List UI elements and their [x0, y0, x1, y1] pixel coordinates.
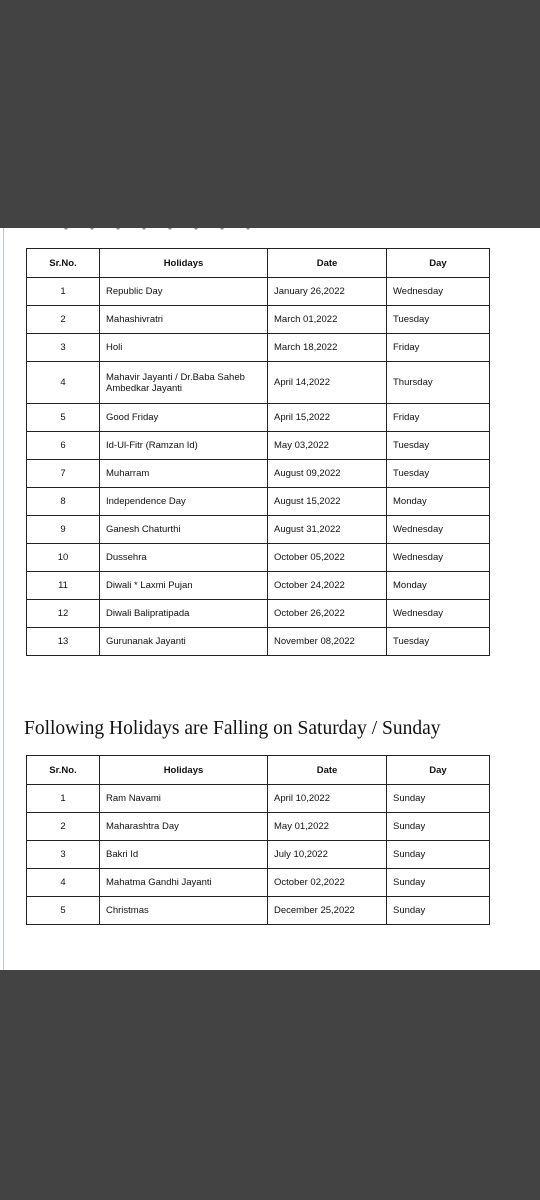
cell-sr-no: 5 — [27, 404, 100, 432]
header-date: Date — [268, 249, 387, 278]
cell-sr-no: 12 — [27, 600, 100, 628]
cell-day: Friday — [387, 334, 490, 362]
cell-date: November 08,2022 — [268, 628, 387, 656]
table-row — [27, 404, 490, 432]
cell-sr-no: 11 — [27, 572, 100, 600]
cell-date: March 01,2022 — [268, 306, 387, 334]
cell-holiday: Dussehra — [100, 544, 268, 572]
cell-sr-no: 13 — [27, 628, 100, 656]
table-row — [27, 460, 490, 488]
cell-holiday: Holi — [100, 334, 268, 362]
cell-date: May 03,2022 — [268, 432, 387, 460]
cell-date: August 31,2022 — [268, 516, 387, 544]
cell-day: Wednesday — [387, 544, 490, 572]
table-row — [27, 841, 490, 869]
header-holidays: Holidays — [100, 756, 268, 785]
cell-day: Sunday — [387, 813, 490, 841]
cell-holiday: Diwali Balipratipada — [100, 600, 268, 628]
cell-sr-no: 10 — [27, 544, 100, 572]
weekend-holidays-heading: Following Holidays are Falling on Saturday / Sunday — [24, 718, 441, 739]
cell-holiday: Good Friday — [100, 404, 268, 432]
table-header-row — [27, 756, 490, 785]
cell-holiday: Mahatma Gandhi Jayanti — [100, 869, 268, 897]
cell-sr-no: 4 — [27, 362, 100, 404]
cell-sr-no: 3 — [27, 841, 100, 869]
cell-holiday: Diwali * Laxmi Pujan — [100, 572, 268, 600]
table-row — [27, 432, 490, 460]
cell-sr-no: 3 — [27, 334, 100, 362]
table-row — [27, 334, 490, 362]
cell-day: Tuesday — [387, 460, 490, 488]
cell-day: Monday — [387, 572, 490, 600]
cell-date: October 05,2022 — [268, 544, 387, 572]
cropped-text-fragment — [60, 228, 270, 231]
cell-holiday: Mahashivratri — [100, 306, 268, 334]
table-header-row — [27, 249, 490, 278]
page-edge-line — [3, 228, 4, 970]
cell-day: Tuesday — [387, 628, 490, 656]
table-row — [27, 785, 490, 813]
cell-date: October 24,2022 — [268, 572, 387, 600]
table-row — [27, 488, 490, 516]
cell-sr-no: 2 — [27, 813, 100, 841]
cell-holiday: Maharashtra Day — [100, 813, 268, 841]
header-day: Day — [387, 249, 490, 278]
cell-day: Sunday — [387, 869, 490, 897]
weekend-table-body — [27, 785, 490, 925]
cell-holiday: Mahavir Jayanti / Dr.Baba Saheb Ambedkar Jayanti — [100, 362, 268, 404]
cell-sr-no: 6 — [27, 432, 100, 460]
cell-day: Sunday — [387, 785, 490, 813]
cell-day: Wednesday — [387, 600, 490, 628]
holiday-table — [26, 248, 490, 656]
table-row — [27, 869, 490, 897]
cell-date: August 15,2022 — [268, 488, 387, 516]
weekend-holiday-table — [26, 755, 490, 925]
cell-holiday: Ram Navami — [100, 785, 268, 813]
cell-day: Tuesday — [387, 432, 490, 460]
table-row — [27, 572, 490, 600]
cell-holiday: Independence Day — [100, 488, 268, 516]
cell-holiday: Christmas — [100, 897, 268, 925]
cell-day: Friday — [387, 404, 490, 432]
table-row — [27, 813, 490, 841]
header-sr-no: Sr.No. — [27, 756, 100, 785]
cell-day: Sunday — [387, 841, 490, 869]
cell-holiday: Bakri Id — [100, 841, 268, 869]
header-sr-no: Sr.No. — [27, 249, 100, 278]
table-row — [27, 362, 490, 404]
table-row — [27, 516, 490, 544]
table-row — [27, 897, 490, 925]
cell-sr-no: 9 — [27, 516, 100, 544]
cell-date: April 15,2022 — [268, 404, 387, 432]
cell-sr-no: 2 — [27, 306, 100, 334]
cell-date: April 14,2022 — [268, 362, 387, 404]
cell-date: January 26,2022 — [268, 278, 387, 306]
table-row — [27, 628, 490, 656]
table-row — [27, 544, 490, 572]
cell-date: March 18,2022 — [268, 334, 387, 362]
header-day: Day — [387, 756, 490, 785]
cell-date: October 26,2022 — [268, 600, 387, 628]
table-row — [27, 600, 490, 628]
cell-holiday: Muharram — [100, 460, 268, 488]
cell-holiday: Gurunanak Jayanti — [100, 628, 268, 656]
cell-sr-no: 7 — [27, 460, 100, 488]
cell-day: Thursday — [387, 362, 490, 404]
cell-date: October 02,2022 — [268, 869, 387, 897]
cell-date: August 09,2022 — [268, 460, 387, 488]
table-row — [27, 306, 490, 334]
cell-sr-no: 1 — [27, 785, 100, 813]
cell-date: April 10,2022 — [268, 785, 387, 813]
cell-day: Wednesday — [387, 278, 490, 306]
cell-holiday: Republic Day — [100, 278, 268, 306]
cell-date: May 01,2022 — [268, 813, 387, 841]
cell-day: Tuesday — [387, 306, 490, 334]
cell-holiday: Id-Ul-Fitr (Ramzan Id) — [100, 432, 268, 460]
holiday-table-body — [27, 278, 490, 656]
cell-sr-no: 5 — [27, 897, 100, 925]
cell-holiday: Ganesh Chaturthi — [100, 516, 268, 544]
cell-day: Monday — [387, 488, 490, 516]
cell-day: Sunday — [387, 897, 490, 925]
cell-sr-no: 8 — [27, 488, 100, 516]
cell-sr-no: 1 — [27, 278, 100, 306]
table-row — [27, 278, 490, 306]
document-page — [0, 228, 540, 970]
header-date: Date — [268, 756, 387, 785]
cell-sr-no: 4 — [27, 869, 100, 897]
cell-day: Wednesday — [387, 516, 490, 544]
header-holidays: Holidays — [100, 249, 268, 278]
cell-date: December 25,2022 — [268, 897, 387, 925]
cell-date: July 10,2022 — [268, 841, 387, 869]
